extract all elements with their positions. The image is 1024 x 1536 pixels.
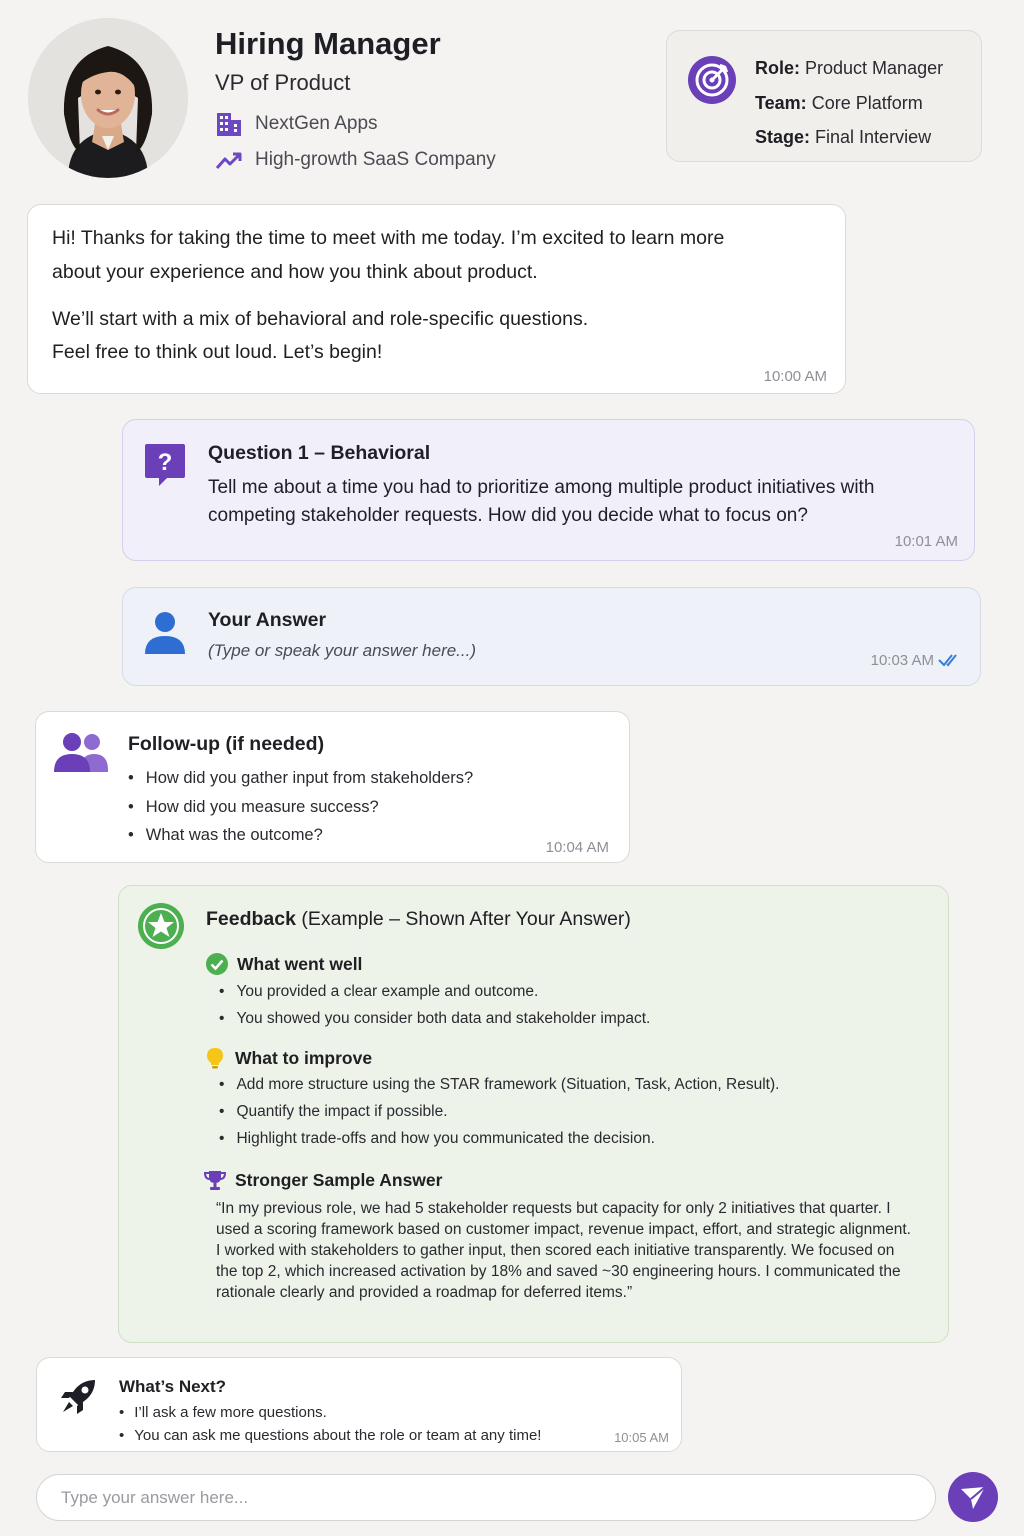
target-icon — [687, 55, 737, 105]
feedback-bubble — [118, 885, 949, 1343]
stage-value: Final Interview — [815, 127, 932, 147]
feedback-title-bold: Feedback — [206, 908, 296, 930]
building-icon — [215, 110, 243, 138]
list-item: • I’ll ask a few more questions. — [119, 1401, 541, 1424]
answer-placeholder[interactable]: (Type or speak your answer here...) — [208, 641, 477, 660]
improve-title: What to improve — [235, 1047, 373, 1068]
list-item: • You can ask me questions about the role or team at any time! — [119, 1424, 541, 1447]
message-timestamp: 10:01 AM — [894, 533, 958, 550]
stage-line — [755, 120, 943, 155]
whats-next-list — [119, 1401, 541, 1447]
went-well-heading — [205, 952, 362, 976]
role-info-lines — [755, 51, 943, 155]
company-name: NextGen Apps — [255, 113, 378, 134]
list-item: • How did you gather input from stakeholders? — [128, 764, 473, 793]
improve-heading — [203, 1046, 372, 1070]
team-value: Core Platform — [811, 92, 923, 113]
stage-label: Stage: — [755, 127, 811, 147]
send-icon — [959, 1483, 987, 1511]
sample-answer-text: “In my previous role, we had 5 stakeholder requests but capacity for only 2 initiatives that quarter. I used a scoring framework based on customer impact, revenue impact, effort, and strategic alignment. I worked with stakeholders to gather input, then scored each initiative transparently. We focused on the top 2, which increased activation by 18% and saved ~30 engineering hours. I communicated the rationale clearly and provided a roadmap for deferred items.” — [216, 1200, 911, 1301]
feedback-title-rest: (Example – Shown After Your Answer) — [295, 908, 631, 930]
followup-title: Follow-up (if needed) — [128, 733, 325, 755]
whats-next-bubble — [36, 1357, 682, 1452]
message-timestamp: 10:00 AM — [763, 368, 827, 385]
intro-text-line: Feel free to think out loud. Let’s begin! — [52, 341, 383, 363]
double-check-icon — [938, 652, 962, 668]
question-text: Tell me about a time you had to prioritize among multiple product initiatives with competing stakeholder requests. How did you decide what to focus on? — [208, 477, 875, 526]
answer-input[interactable] — [37, 1475, 935, 1520]
role-value: Product Manager — [805, 58, 944, 78]
intro-text-line: Hi! Thanks for taking the time to meet with me today. I’m excited to learn more — [52, 227, 725, 249]
lightbulb-icon — [203, 1046, 227, 1070]
answer-bubble[interactable] — [122, 587, 981, 686]
message-timestamp: 10:03 AM — [870, 652, 934, 669]
rocket-icon — [59, 1376, 99, 1416]
improve-list — [219, 1071, 779, 1152]
list-item: • Highlight trade-offs and how you communicated the decision. — [219, 1125, 779, 1152]
company-desc-row — [215, 146, 496, 174]
company-description: High-growth SaaS Company — [255, 149, 496, 170]
message-timestamp: 10:04 AM — [545, 839, 609, 856]
sample-answer-title: Stronger Sample Answer — [235, 1169, 443, 1190]
role-line — [755, 51, 943, 86]
message-timestamp: 10:05 AM — [614, 1430, 669, 1445]
list-item: • You provided a clear example and outcome. — [219, 978, 650, 1005]
star-icon — [137, 902, 185, 950]
company-row — [215, 110, 378, 138]
sample-answer-heading — [203, 1168, 442, 1192]
list-item: • What was the outcome? — [128, 821, 473, 850]
trophy-icon — [203, 1168, 227, 1192]
followup-bubble — [35, 711, 630, 863]
check-circle-icon — [205, 952, 229, 976]
answer-title: Your Answer — [208, 609, 327, 631]
went-well-list — [219, 978, 650, 1032]
list-item: • How did you measure success? — [128, 793, 473, 822]
hiring-manager-title: Hiring Manager — [215, 26, 441, 61]
intro-text-line: about your experience and how you think about product. — [52, 261, 538, 283]
role-info-card — [666, 30, 982, 162]
svg-text:?: ? — [157, 449, 173, 476]
followup-list — [128, 764, 473, 850]
hiring-manager-avatar — [28, 18, 188, 178]
list-item: • Quantify the impact if possible. — [219, 1098, 779, 1125]
whats-next-title: What’s Next? — [119, 1377, 227, 1396]
list-item: • Add more structure using the STAR framework (Situation, Task, Action, Result). — [219, 1071, 779, 1098]
user-icon — [143, 610, 187, 656]
answer-input-container — [36, 1474, 936, 1521]
question-icon — [143, 442, 187, 488]
trending-up-icon — [215, 146, 243, 174]
went-well-title: What went well — [237, 953, 363, 974]
team-line — [755, 86, 943, 121]
question-title: Question 1 – Behavioral — [208, 442, 431, 464]
question-bubble — [122, 419, 975, 561]
send-button[interactable] — [948, 1472, 998, 1522]
role-label: Role: — [755, 58, 800, 78]
team-label: Team: — [755, 92, 807, 113]
intro-message-bubble — [27, 204, 846, 394]
feedback-title — [206, 908, 631, 931]
intro-text-line: We’ll start with a mix of behavioral and role-specific questions. — [52, 308, 589, 330]
list-item: • You showed you consider both data and stakeholder impact. — [219, 1005, 650, 1032]
hiring-manager-subtitle: VP of Product — [215, 70, 351, 95]
avatar-portrait — [28, 18, 188, 178]
people-icon — [54, 732, 108, 772]
